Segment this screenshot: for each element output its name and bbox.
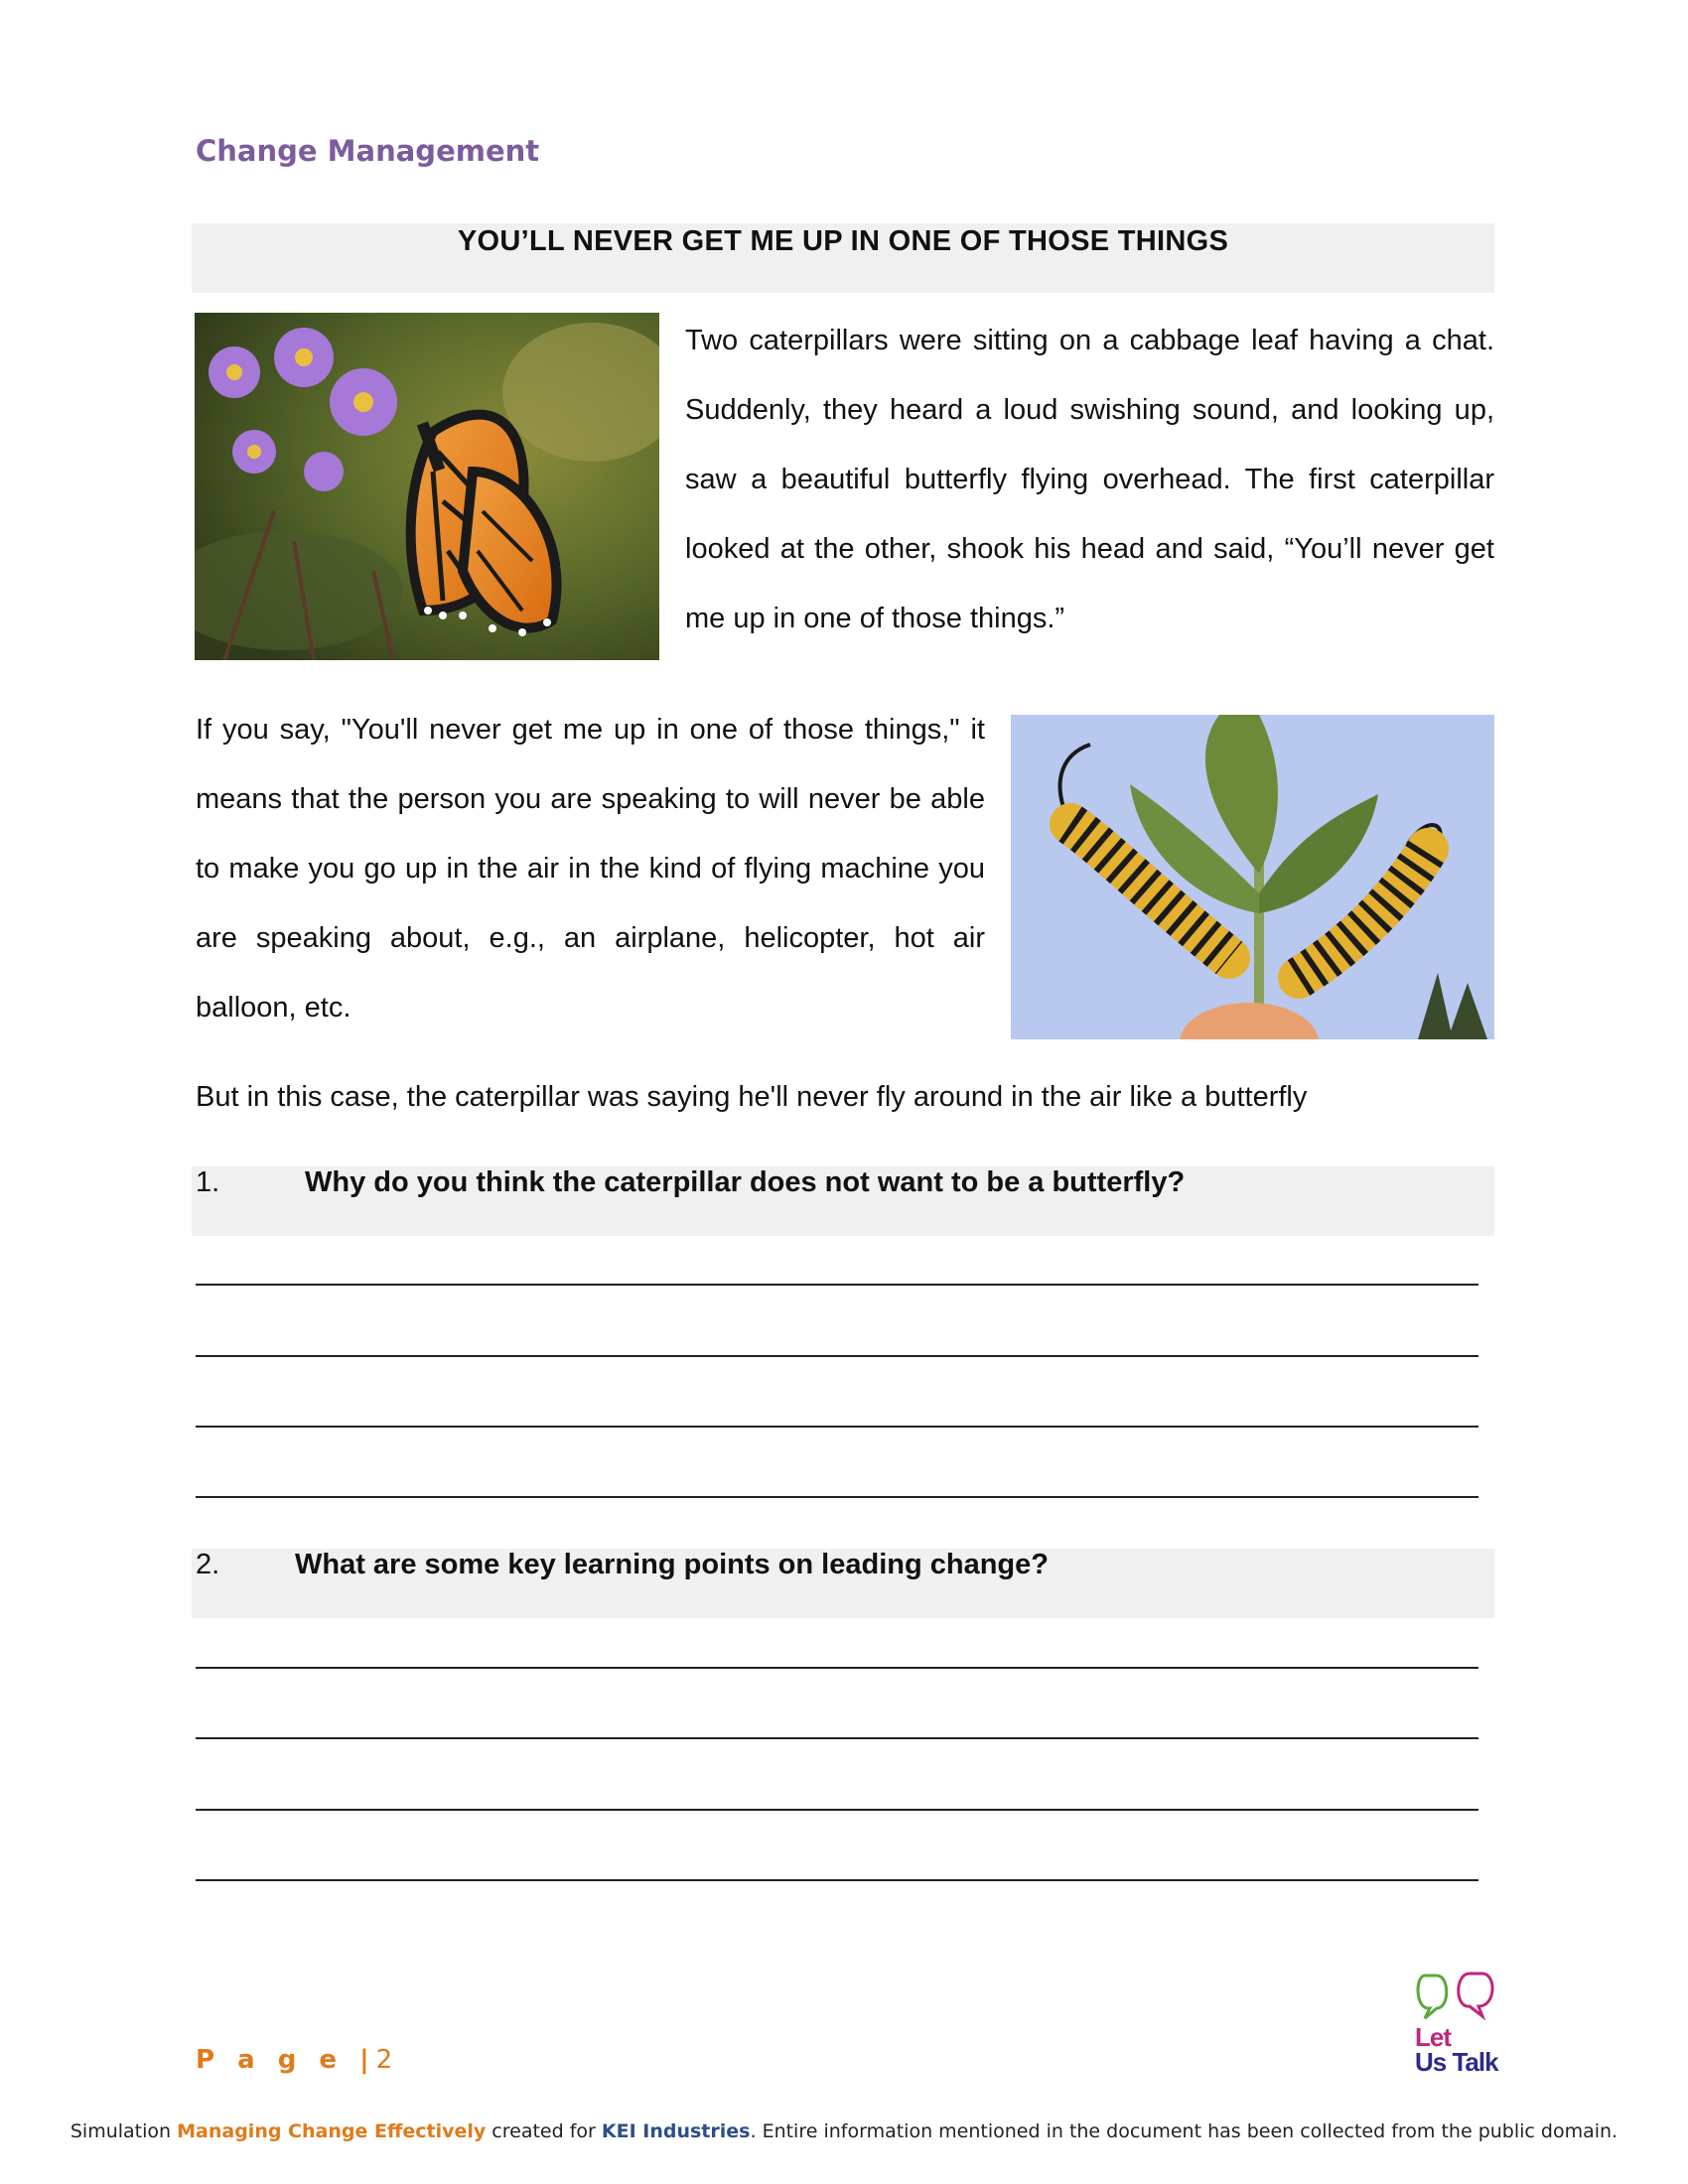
footer-company: KEI Industries <box>601 2120 751 2142</box>
answer-line-5[interactable] <box>196 1667 1478 1669</box>
footer-middle: created for <box>486 2120 602 2142</box>
question-1-band <box>192 1166 1494 1236</box>
question-1-number: 1. <box>196 1166 220 1198</box>
caterpillar-image <box>1011 715 1494 1039</box>
footer-prefix: Simulation <box>70 2120 178 2142</box>
story-title: YOU’LL NEVER GET ME UP IN ONE OF THOSE THINGS <box>457 225 1229 257</box>
page-number <box>196 2045 392 2075</box>
answer-line-8[interactable] <box>196 1879 1478 1881</box>
meaning-note: But in this case, the caterpillar was saying he'll never fly around in the air like a butterfly <box>196 1081 1308 1113</box>
answer-line-3[interactable] <box>196 1426 1478 1428</box>
logo-text-us-talk: Us Talk <box>1415 2047 1498 2077</box>
meaning-paragraph: If you say, "You'll never get me up in one of those things," it means that the person you are speaking to will never be able to make you go up in the air in the kind of flying machine you are speaking about, e.g., an airplane, helicopter, hot air balloon, etc. <box>196 714 985 1024</box>
logo-text-let: Let <box>1415 2022 1451 2052</box>
story-title-band <box>192 223 1494 293</box>
monarch-butterfly-icon <box>195 313 659 660</box>
butterfly-image <box>195 313 659 660</box>
caterpillars-icon <box>1011 715 1494 1039</box>
answer-line-4[interactable] <box>196 1496 1478 1498</box>
page-header-title: Change Management <box>196 134 540 168</box>
question-2-number: 2. <box>196 1549 220 1580</box>
answer-line-1[interactable] <box>196 1284 1478 1286</box>
answer-line-7[interactable] <box>196 1809 1478 1811</box>
question-2-text: What are some key learning points on leading change? <box>295 1549 1049 1580</box>
footer-simulation-name: Managing Change Effectively <box>177 2120 487 2142</box>
footer-suffix: . Entire information mentioned in the document has been collected from the public domain. <box>750 2120 1618 2142</box>
answer-line-6[interactable] <box>196 1737 1478 1739</box>
page-label: P a g e <box>196 2045 345 2075</box>
question-2-band <box>192 1549 1494 1618</box>
footer-disclaimer <box>0 2120 1688 2142</box>
question-1-text: Why do you think the caterpillar does not want to be a butterfly? <box>305 1166 1186 1198</box>
answer-line-2[interactable] <box>196 1355 1478 1357</box>
story-paragraph: Two caterpillars were sitting on a cabbage leaf having a chat. Suddenly, they heard a loud swishing sound, and looking up, saw a beautiful butterfly flying overhead. The first caterpillar looked at the other, shook his head and said, “You’ll never get me up in one of those things.” <box>685 325 1494 634</box>
speech-bubbles-icon <box>1415 1971 1504 2020</box>
page-separator: | <box>359 2045 376 2075</box>
let-us-talk-logo <box>1415 1971 1504 2077</box>
page-number-value: 2 <box>375 2045 393 2075</box>
